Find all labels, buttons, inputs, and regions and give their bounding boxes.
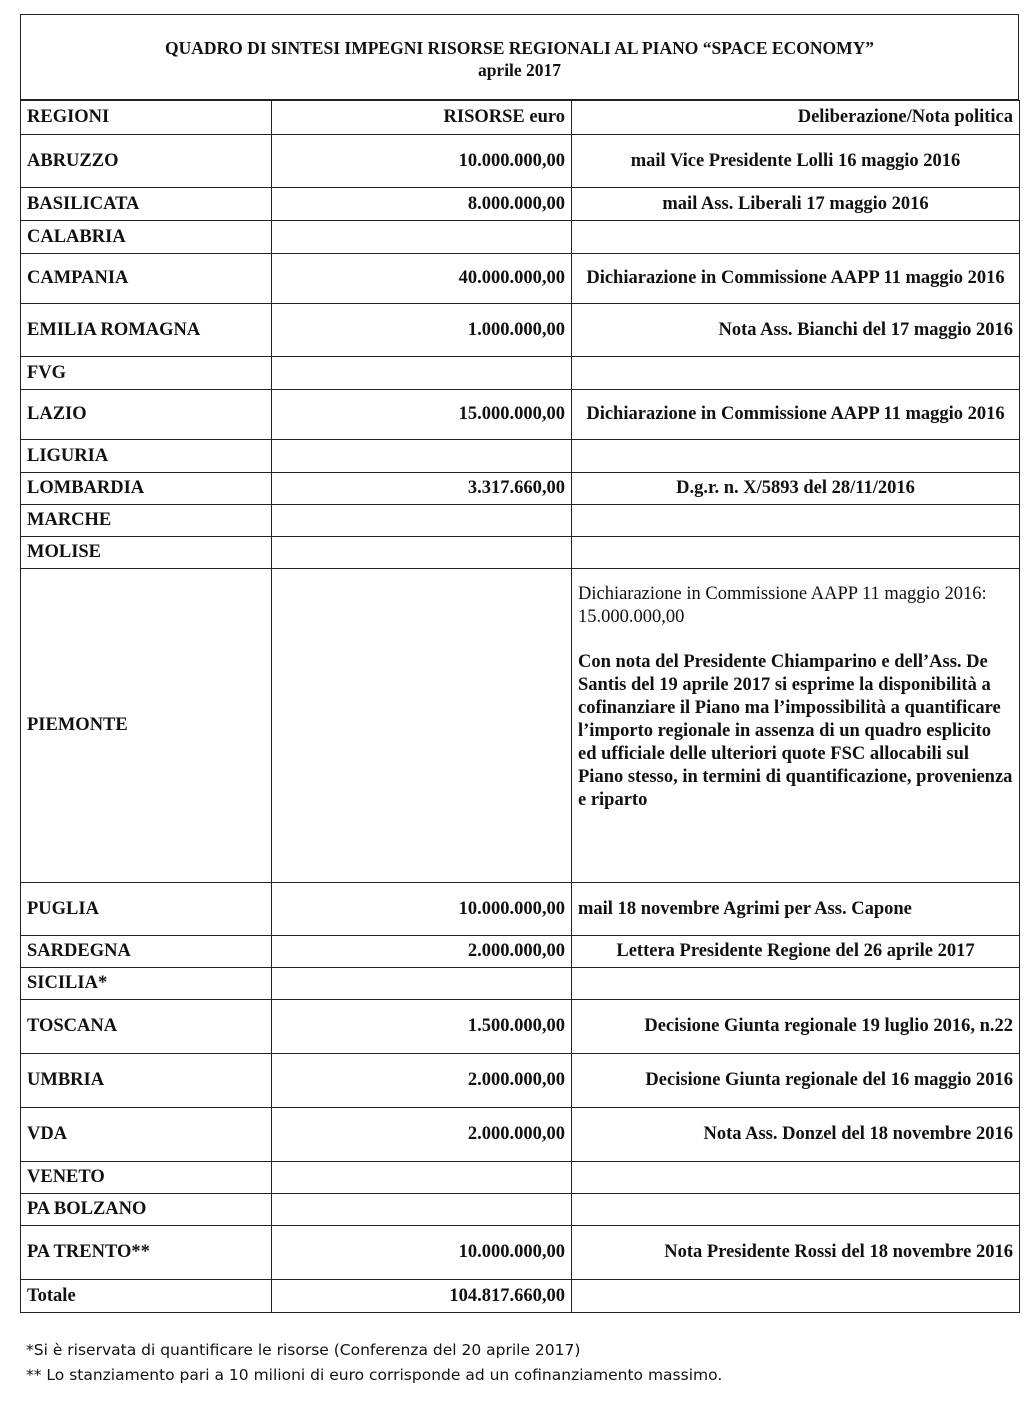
resources-cell: 10.000.000,00 xyxy=(272,135,572,188)
table-row xyxy=(21,1054,1020,1108)
table-row xyxy=(21,968,1020,1000)
note-cell: mail Vice Presidente Lolli 16 maggio 2016 xyxy=(572,135,1020,188)
header-resources: RISORSE euro xyxy=(272,101,572,135)
region-cell: TOSCANA xyxy=(21,1000,272,1054)
note-cell: Nota Ass. Donzel del 18 novembre 2016 xyxy=(572,1108,1020,1162)
resources-cell: 8.000.000,00 xyxy=(272,188,572,221)
note-cell: D.g.r. n. X/5893 del 28/11/2016 xyxy=(572,473,1020,505)
header-row xyxy=(21,101,1020,135)
resources-cell xyxy=(272,537,572,569)
resources-cell: 40.000.000,00 xyxy=(272,254,572,304)
region-cell: MARCHE xyxy=(21,505,272,537)
resources-cell xyxy=(272,1162,572,1194)
region-cell: SARDEGNA xyxy=(21,936,272,968)
table-row xyxy=(21,254,1020,304)
resources-table xyxy=(20,100,1020,1313)
resources-cell xyxy=(272,440,572,473)
footnotes xyxy=(26,1338,722,1388)
note-cell: Dichiarazione in Commissione AAPP 11 maggio 2016 xyxy=(572,390,1020,440)
note-cell xyxy=(572,537,1020,569)
table-row xyxy=(21,1226,1020,1280)
note-cell xyxy=(572,1162,1020,1194)
footnote-2: ** Lo stanziamento pari a 10 milioni di euro corrisponde ad un cofinanziamento massimo. xyxy=(26,1366,723,1384)
table-row xyxy=(21,883,1020,936)
table-row xyxy=(21,1194,1020,1226)
note-cell: Nota Ass. Bianchi del 17 maggio 2016 xyxy=(572,304,1020,357)
region-cell: UMBRIA xyxy=(21,1054,272,1108)
document xyxy=(20,14,1019,1313)
resources-cell xyxy=(272,505,572,537)
region-cell: PUGLIA xyxy=(21,883,272,936)
region-cell: PA TRENTO** xyxy=(21,1226,272,1280)
header-note: Deliberazione/Nota politica xyxy=(572,101,1020,135)
region-cell: VENETO xyxy=(21,1162,272,1194)
table-row xyxy=(21,304,1020,357)
header-region: REGIONI xyxy=(21,101,272,135)
note-cell xyxy=(572,221,1020,254)
table-row xyxy=(21,1000,1020,1054)
note-cell: Nota Presidente Rossi del 18 novembre 2016 xyxy=(572,1226,1020,1280)
title-box xyxy=(20,14,1019,100)
region-cell: PA BOLZANO xyxy=(21,1194,272,1226)
table-row xyxy=(21,1108,1020,1162)
table-row xyxy=(21,440,1020,473)
resources-cell: 10.000.000,00 xyxy=(272,883,572,936)
region-cell: ABRUZZO xyxy=(21,135,272,188)
note-cell: Decisione Giunta regionale del 16 maggio 2016 xyxy=(572,1054,1020,1108)
resources-cell: 15.000.000,00 xyxy=(272,390,572,440)
resources-cell xyxy=(272,569,572,883)
total-row xyxy=(21,1280,1020,1313)
note-cell xyxy=(572,968,1020,1000)
document-title: QUADRO DI SINTESI IMPEGNI RISORSE REGIONALI AL PIANO “SPACE ECONOMY” xyxy=(164,38,875,58)
table-row xyxy=(21,537,1020,569)
table-row xyxy=(21,1162,1020,1194)
region-cell: PIEMONTE xyxy=(21,569,272,883)
resources-cell: 1.500.000,00 xyxy=(272,1000,572,1054)
resources-cell xyxy=(272,1194,572,1226)
resources-cell: 10.000.000,00 xyxy=(272,1226,572,1280)
note-cell: Dichiarazione in Commissione AAPP 11 maggio 2016 xyxy=(572,254,1020,304)
note-letter: Con nota del Presidente Chiamparino e dell’Ass. De Santis del 19 aprile 2017 si esprime la disponibilità a cofinanziare il Piano ma l’impossibilità a quantificare l’importo regionale in assenza di un quadro esplicito ed ufficiale delle ulteriori quote FSC allocabili sul Piano stesso, in termini di quantificazione, provenienza e riparto xyxy=(578,652,1013,810)
region-cell: MOLISE xyxy=(21,537,272,569)
table-row xyxy=(21,135,1020,188)
resources-cell: 2.000.000,00 xyxy=(272,1054,572,1108)
note-cell xyxy=(572,357,1020,390)
region-cell: CALABRIA xyxy=(21,221,272,254)
region-cell: VDA xyxy=(21,1108,272,1162)
region-cell: BASILICATA xyxy=(21,188,272,221)
note-cell: Decisione Giunta regionale 19 luglio 2016, n.22 xyxy=(572,1000,1020,1054)
note-cell: mail 18 novembre Agrimi per Ass. Capone xyxy=(572,883,1020,936)
table-row xyxy=(21,357,1020,390)
total-resources: 104.817.660,00 xyxy=(272,1280,572,1313)
resources-cell: 2.000.000,00 xyxy=(272,1108,572,1162)
region-cell: LIGURIA xyxy=(21,440,272,473)
note-statement: Dichiarazione in Commissione AAPP 11 maggio 2016: 15.000.000,00 xyxy=(578,584,987,627)
region-cell: CAMPANIA xyxy=(21,254,272,304)
total-label: Totale xyxy=(21,1280,272,1313)
table-row xyxy=(21,390,1020,440)
table-row xyxy=(21,221,1020,254)
note-cell xyxy=(572,440,1020,473)
table-row xyxy=(21,936,1020,968)
resources-cell: 2.000.000,00 xyxy=(272,936,572,968)
total-note xyxy=(572,1280,1020,1313)
note-cell xyxy=(572,505,1020,537)
table-row xyxy=(21,473,1020,505)
region-cell: FVG xyxy=(21,357,272,390)
footnote-1: *Si è riservata di quantificare le risorse (Conferenza del 20 aprile 2017) xyxy=(26,1341,581,1359)
note-cell xyxy=(572,569,1020,883)
resources-cell xyxy=(272,968,572,1000)
region-cell: EMILIA ROMAGNA xyxy=(21,304,272,357)
region-cell: LOMBARDIA xyxy=(21,473,272,505)
resources-cell: 3.317.660,00 xyxy=(272,473,572,505)
note-cell: Lettera Presidente Regione del 26 aprile 2017 xyxy=(572,936,1020,968)
resources-cell xyxy=(272,221,572,254)
document-subtitle: aprile 2017 xyxy=(477,60,562,80)
table-row xyxy=(21,505,1020,537)
resources-cell: 1.000.000,00 xyxy=(272,304,572,357)
table-row xyxy=(21,188,1020,221)
note-cell xyxy=(572,1194,1020,1226)
note-cell: mail Ass. Liberali 17 maggio 2016 xyxy=(572,188,1020,221)
region-cell: SICILIA* xyxy=(21,968,272,1000)
resources-cell xyxy=(272,357,572,390)
table-row xyxy=(21,569,1020,883)
region-cell: LAZIO xyxy=(21,390,272,440)
